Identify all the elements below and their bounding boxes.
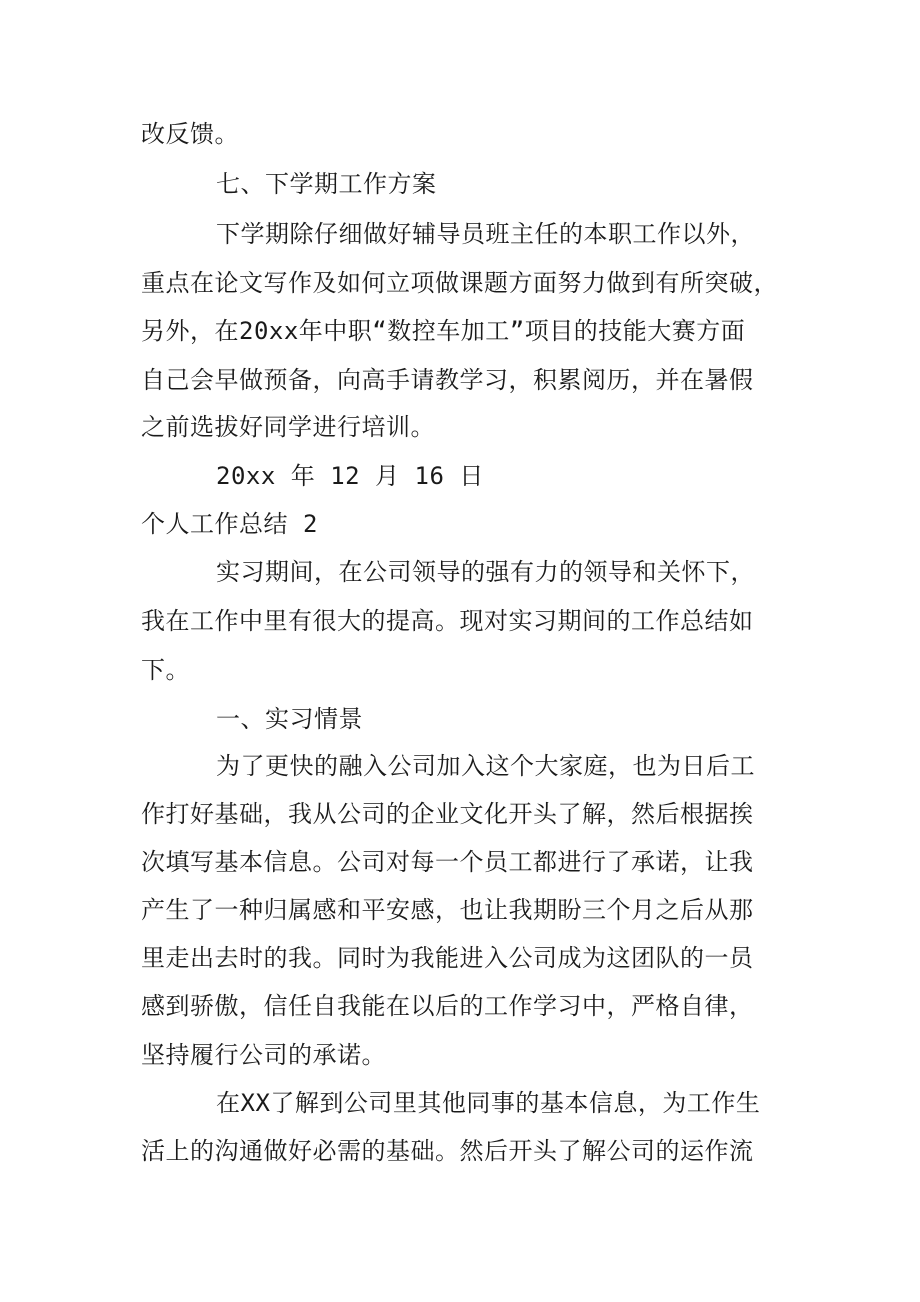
text-line: 里走出去时的我。同时为我能进入公司成为这团队的一员 (141, 944, 754, 972)
text-line: 我在工作中里有很大的提高。现对实习期间的工作总结如 (141, 607, 754, 635)
text-line: 之前选拔好同学进行培训。 (141, 413, 435, 441)
text-line: 作打好基础，我从公司的企业文化开头了解，然后根据挨 (141, 800, 754, 828)
section-heading: 七、下学期工作方案 (216, 170, 437, 198)
text-line: 实习期间，在公司领导的强有力的领导和关怀下， (216, 558, 755, 586)
text-line: 另外，在20xx年中职“数控车加工”项目的技能大赛方面 (141, 317, 746, 345)
text-line: 为了更快的融入公司加入这个大家庭，也为日后工 (216, 752, 755, 780)
text-line: 改反馈。 (141, 120, 239, 148)
text-line: 自己会早做预备，向高手请教学习，积累阅历，并在暑假 (141, 366, 754, 394)
section-heading: 一、实习情景 (216, 705, 363, 733)
text-line: 下。 (141, 656, 190, 684)
text-line: 坚持履行公司的承诺。 (141, 1041, 386, 1069)
text-line: 次填写基本信息。公司对每一个员工都进行了承诺，让我 (141, 848, 754, 876)
date-line: 20xx 年 12 月 16 日 (216, 462, 484, 490)
text-line: 产生了一种归属感和平安感，也让我期盼三个月之后从那 (141, 896, 754, 924)
document-title: 个人工作总结 2 (141, 510, 318, 538)
text-line: 重点在论文写作及如何立项做课题方面努力做到有所突破， (141, 269, 778, 297)
text-line: 感到骄傲，信任自我能在以后的工作学习中，严格自律， (141, 992, 754, 1020)
text-line: 下学期除仔细做好辅导员班主任的本职工作以外， (216, 220, 755, 248)
text-line: 在XX了解到公司里其他同事的基本信息，为工作生 (216, 1089, 761, 1117)
text-line: 活上的沟通做好必需的基础。然后开头了解公司的运作流 (141, 1137, 754, 1165)
